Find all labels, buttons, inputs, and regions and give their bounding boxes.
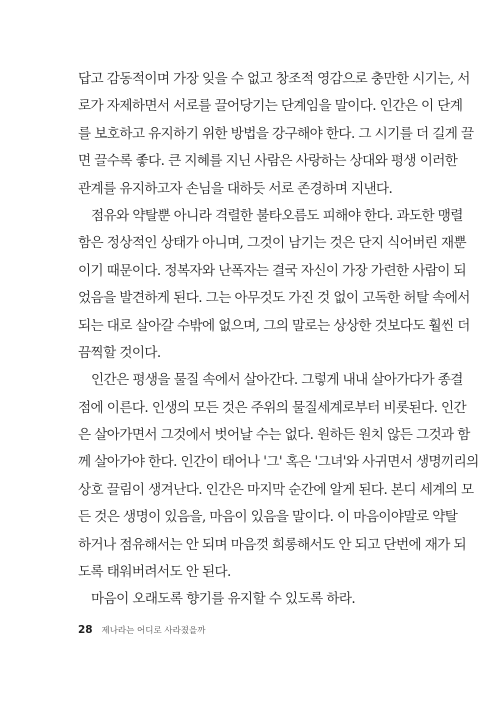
text-line: 점에 이른다. 인생의 모든 것은 주위의 물질세계로부터 비롯된다. 인간 <box>78 399 467 416</box>
text-line: 도록 태워버려서도 안 된다. <box>78 564 231 581</box>
text-line: 상호 끌림이 생겨난다. 인간은 마지막 순간에 알게 된다. 본디 세계의 모 <box>78 481 474 498</box>
text-line: 이기 때문이다. 정복자와 난폭자는 결국 자신이 가장 가련한 사람이 되 <box>78 262 467 279</box>
paragraph-4 <box>78 586 414 613</box>
paragraph-1 <box>78 66 474 203</box>
text-line: 은 살아가면서 그것에서 벗어날 수는 없다. 원하든 원치 않든 그것과 함 <box>78 427 470 444</box>
text-line: 었음을 발견하게 된다. 그는 아무것도 가진 것 없이 고독한 허탈 속에서 <box>78 290 470 307</box>
text-line: 로가 자제하면서 서로를 끌어당기는 단계임을 말이다. 인간은 이 단계 <box>78 98 463 115</box>
text-line: 인간은 평생을 물질 속에서 살아간다. 그렇게 내내 살아가다가 종결 <box>91 372 463 389</box>
text-line: 관계를 유지하고자 손님을 대하듯 서로 존경하며 지낸다. <box>78 180 393 197</box>
paragraph-2 <box>78 203 470 367</box>
text-line: 면 끌수록 좋다. 큰 지혜를 지닌 사람은 사랑하는 상대와 평생 이러한 <box>78 153 458 170</box>
text-line: 함은 정상적인 상태가 아니며, 그것이 남기는 것은 단지 식어버린 재뿐 <box>78 235 467 252</box>
text-line: 답고 감동적이며 가장 잊을 수 없고 창조적 영감으로 충만한 시기는, 서 <box>78 71 470 87</box>
text-line: 마음이 오래도록 향기를 유지할 수 있도록 하라. <box>91 591 356 608</box>
text-line: 하거나 점유해서는 안 되며 마음껏 희롱해서도 안 되고 단번에 재가 되 <box>78 536 467 553</box>
text-line: 께 살아가야 한다. 인간이 태어나 '그' 혹은 '그녀'와 사귀면서 생명끼리의 <box>78 454 479 471</box>
text-line: 점유와 약탈뿐 아니라 격렬한 불타오름도 피해야 한다. 과도한 맹렬 <box>91 207 463 224</box>
page-footer <box>78 622 205 638</box>
text-line: 되는 대로 살아갈 수밖에 없으며, 그의 말로는 상상한 것보다도 훨씬 더 <box>78 317 470 334</box>
running-book-title: 제나라는 어디로 사라졌을까 <box>101 626 206 636</box>
page-number: 28 <box>78 624 93 636</box>
text-line: 끔찍할 것이다. <box>78 344 161 361</box>
paragraph-3 <box>78 367 479 586</box>
text-line: 를 보호하고 유지하기 위한 방법을 강구해야 한다. 그 시기를 더 길게 끌 <box>78 125 474 142</box>
text-line: 든 것은 생명이 있음을, 마음이 있음을 말이다. 이 마음이야말로 약탈 <box>78 509 458 526</box>
body-text <box>78 66 479 614</box>
